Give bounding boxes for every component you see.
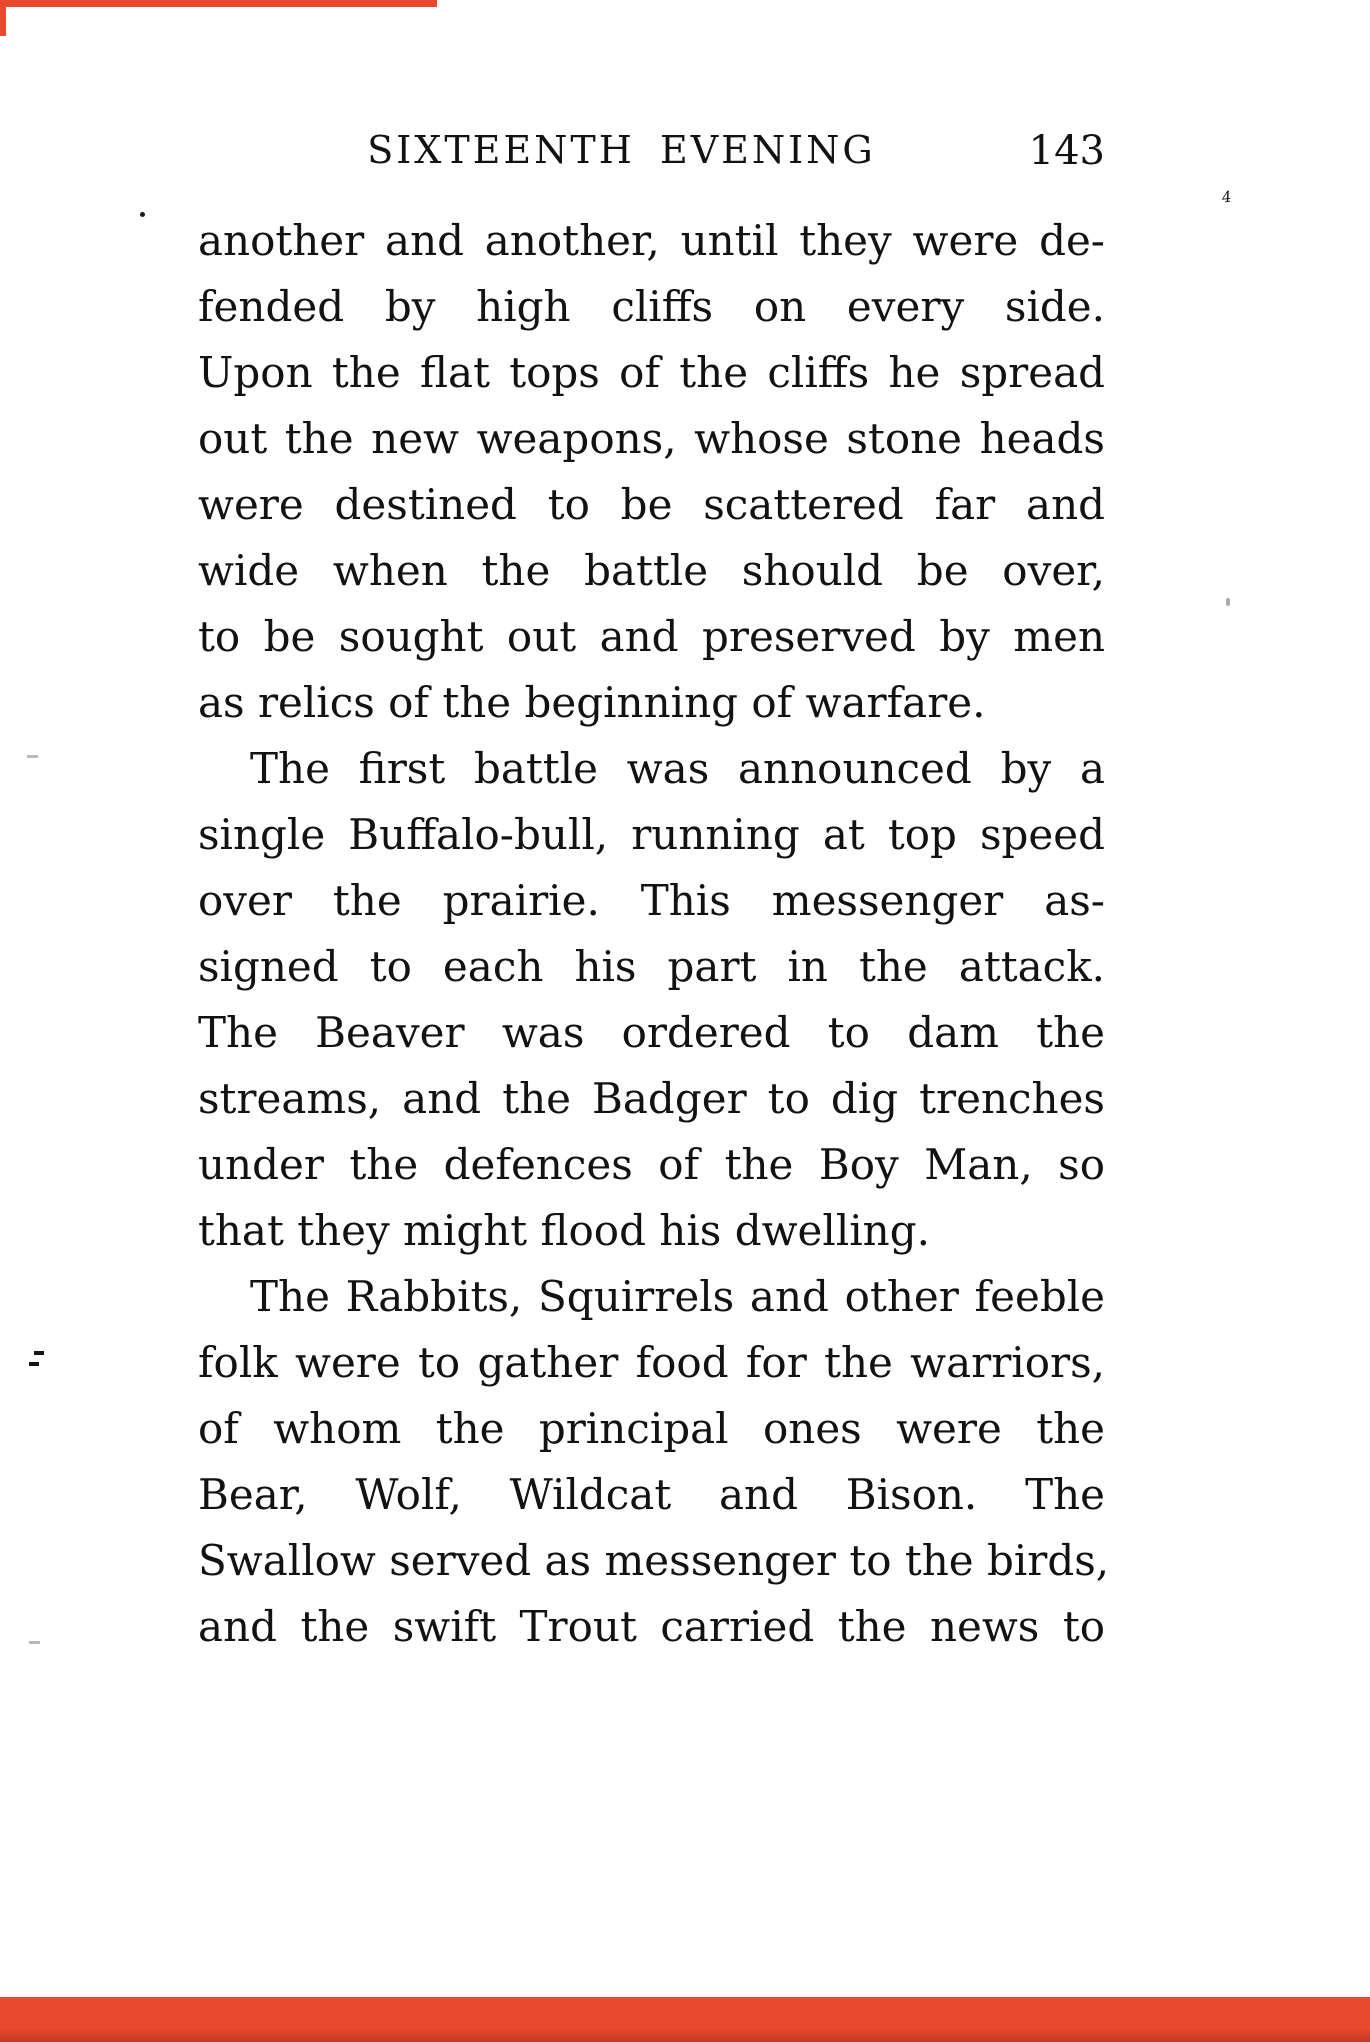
text-line: under the defences of the Boy Man, so bbox=[198, 1140, 1105, 1189]
text-line: Swallow served as messenger to the birds, bbox=[198, 1536, 1110, 1585]
text-line: streams, and the Badger to dig trenches bbox=[198, 1074, 1105, 1123]
text-line: single Buffalo-bull, running at top speed bbox=[198, 810, 1105, 859]
chapter-header-title: SIXTEENTH EVENING bbox=[367, 128, 876, 172]
page-number: 143 bbox=[1028, 128, 1105, 174]
text-block bbox=[198, 208, 1110, 1660]
text-line: The Rabbits, Squirrels and other feeble bbox=[250, 1272, 1105, 1321]
ink-speck bbox=[27, 755, 38, 758]
running-header bbox=[198, 128, 1105, 178]
text-line: to be sought out and preserved by men bbox=[198, 612, 1105, 661]
text-line: that they might flood his dwelling. bbox=[198, 1206, 930, 1255]
text-line: folk were to gather food for the warriors, bbox=[198, 1338, 1105, 1387]
ink-speck bbox=[34, 1351, 44, 1355]
text-line: wide when the battle should be over, bbox=[198, 546, 1105, 595]
ink-speck bbox=[140, 212, 145, 217]
text-line: as relics of the beginning of warfare. bbox=[198, 678, 986, 727]
text-line: The first battle was announced by a bbox=[250, 744, 1105, 793]
scan-edge-top-strip bbox=[0, 0, 437, 7]
text-line: of whom the principal ones were the bbox=[198, 1404, 1105, 1453]
text-line: over the prairie. This messenger as- bbox=[198, 876, 1105, 925]
scan-edge-left-strip bbox=[0, 0, 6, 36]
text-line: another and another, until they were de- bbox=[198, 216, 1105, 265]
text-line: out the new weapons, whose stone heads bbox=[198, 414, 1105, 463]
text-line: were destined to be scattered far and bbox=[198, 480, 1105, 529]
text-line: fended by high cliffs on every side. bbox=[198, 282, 1105, 331]
ink-speck bbox=[1226, 598, 1230, 606]
ink-speck bbox=[29, 1641, 40, 1644]
text-line: Bear, Wolf, Wildcat and Bison. The bbox=[198, 1470, 1105, 1519]
text-line: and the swift Trout carried the news to bbox=[198, 1602, 1105, 1651]
text-line: The Beaver was ordered to dam the bbox=[198, 1008, 1105, 1057]
scan-edge-bottom-band bbox=[0, 1997, 1370, 2042]
ink-speck: 4 bbox=[1220, 187, 1233, 207]
text-line: Upon the flat tops of the cliffs he spread bbox=[198, 348, 1105, 397]
text-line: signed to each his part in the attack. bbox=[198, 942, 1105, 991]
